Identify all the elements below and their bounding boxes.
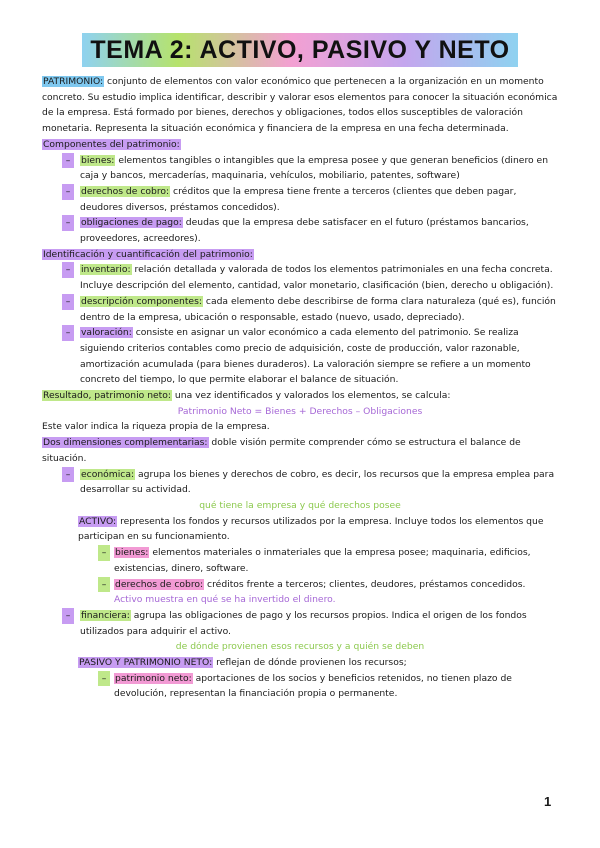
patrimonio-label: PATRIMONIO: [43,76,104,87]
resultado-paragraph: Resultado, patrimonio neto: una vez identificados y valorados los elementos, se calcula: [43,390,451,402]
page-number: 1 [544,794,552,809]
list-item: – valoración: consiste en asignar un valor económico a cada elemento del patrimonio. Se realiza siguiendo criterios contables como precio de adquisición, coste de producción, valor razonable, amortización acumulada (para bienes duraderos). La valoración siempre se refiere a un momento concreto del tiempo, lo que permite elaborar el balance de situación. [42,325,558,388]
list-item: – económica: agrupa los bienes y derechos de cobro, es decir, los recursos que la empresa emplea para desarrollar su actividad. [42,467,558,498]
list-item: – inventario: relación detallada y valorada de todos los elementos patrimoniales en una fecha concreta. Incluye descripción del elemento, cantidad, valor monetario, clasificación (bien, derecho u obligación). [42,262,558,293]
bullet-dash: – [62,215,74,231]
identificacion-heading: Identificación y cuantificación del patrimonio: [43,248,253,260]
list-item: – financiera: agrupa las obligaciones de pago y los recursos propios. Indica el origen de los fondos utilizados para adquirir el activo. [42,608,558,639]
bullet-dash: – [62,184,74,200]
list-item: – bienes: elementos materiales o inmateriales que la empresa posee; maquinaria, edificios, existencias, dinero, software. [42,545,558,576]
bullet-dash: – [98,545,110,561]
list-item: – patrimonio neto: aportaciones de los socios y beneficios retenidos, no tienen plazo de devolución, representan la financiación propia o permanente. [42,671,558,702]
resultado-note: Este valor indica la riqueza propia de la empresa. [42,421,270,433]
bullet-dash: – [62,294,74,310]
list-item: – obligaciones de pago: deudas que la empresa debe satisfacer en el futuro (préstamos bancarios, proveedores, acreedores). [42,215,558,246]
bullet-dash: – [62,467,74,483]
dimensiones-label: Dos dimensiones complementarias: [43,437,208,449]
list-item: – derechos de cobro: créditos frente a terceros; clientes, deudores, préstamos concedidos. [42,577,558,593]
page-title: TEMA 2: ACTIVO, PASIVO Y NETO [82,33,518,67]
bullet-dash: – [62,262,74,278]
bullet-dash: – [98,671,110,687]
economica-subtitle: qué tiene la empresa y qué derechos posee [199,499,401,511]
resultado-label: Resultado, patrimonio neto: [43,390,171,402]
patrimonio-paragraph [42,74,558,137]
dimensiones-paragraph: Dos dimensiones complementarias: doble visión permite comprender cómo se estructura el balance de situación. [42,437,521,464]
activo-paragraph: ACTIVO: representa los fondos y recursos utilizados por la empresa. Incluye todos los elementos que participan en su funcionamiento. [78,515,544,543]
pasivo-paragraph: PASIVO Y PATRIMONIO NETO: reflejan de dónde provienen los recursos; [79,657,407,669]
list-item: – derechos de cobro: créditos que la empresa tiene frente a terceros (clientes que deben pagar, deudores diversos, préstamos concedidos). [42,184,558,215]
activo-label: ACTIVO: [79,515,117,527]
pasivo-label: PASIVO Y PATRIMONIO NETO: [79,657,213,669]
document-body [42,74,558,702]
financiera-subtitle: de dónde provienen esos recursos y a quién se deben [175,641,425,653]
componentes-heading: Componentes del patrimonio: [43,138,180,150]
list-item: – descripción componentes: cada elemento debe describirse de forma clara naturaleza (qué es), función dentro de la empresa, ubicación o responsable, estado (nuevo, usado, depreciado). [42,294,558,325]
bullet-dash: – [62,608,74,624]
list-item: – bienes: elementos tangibles o intangibles que la empresa posee y que generan beneficios (dinero en caja y bancos, mercaderías, maquinaria, vehículos, mobiliario, patentes, software) [42,153,558,184]
bullet-dash: – [62,325,74,341]
patrimonio-text: conjunto de elementos con valor económico que pertenecen a la organización en un momento concreto. Su estudio implica identificar, describir y valorar esos elementos para conocer la situación económica de la empresa. Está formado por bienes, derechos y obligaciones, todos ellos susceptibles de valoración monetaria. Representa la situación económica y financiera de la empresa en una fecha determinada. [42,76,558,135]
bullet-dash: – [98,577,110,593]
activo-closing: Activo muestra en qué se ha invertido el dinero. [114,594,336,606]
bullet-dash: – [62,153,74,169]
formula: Patrimonio Neto = Bienes + Derechos – Obligaciones [177,405,423,417]
